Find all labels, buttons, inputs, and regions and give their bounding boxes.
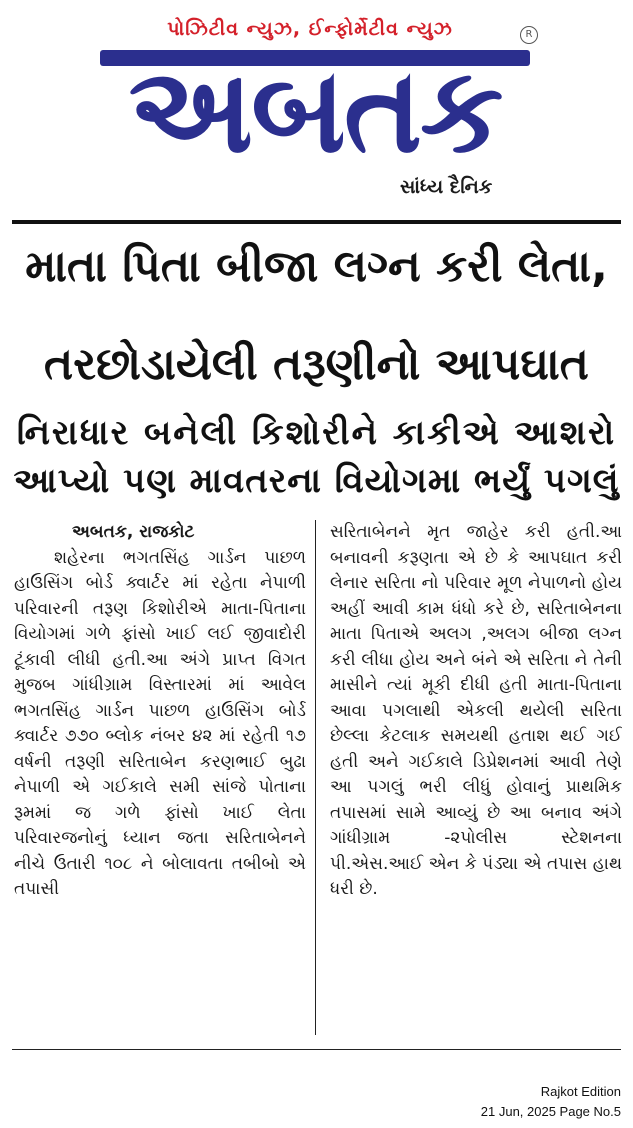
article-body-left: શહેરના ભગતસિંહ ગાર્ડન પાછળ હાઉસિંગ બોર્ડ ક્વાર્ટર માં રહેતા નેપાળી પરિવારની તરૂણ કિશોરીએ માતા-પિતાના વિયોગમાં ગળે ફાંસો ખાઈ લઈ જીવાદોરી ટૂંકાવી લીધી હતી.આ અંગે પ્રાપ્ત વિગત મુજબ ગાંધીગ્રામ વિસ્તારમાં માં આવેલ ભગતસિંહ ગાર્ડન પાછળ હાઉસિંગ બોર્ડ ક્વાર્ટર ૭૭૦ બ્લોક નંબર ૪૨ માં રહેતી ૧૭ વર્ષની તરૂણી સરિતાબેન કરણભાઈ બુઢા નેપાળી એ ગઈકાલે સમી સાંજે પોતાના રૂમમાં જ ગળે ફાંસો ખાઈ લેતા પરિવારજનોનું ધ્યાન જતા સરિતાબેનને નીચે ઉતારી ૧૦૮ ને બોલાવતા તબીબો એ તપાસી (14, 547, 306, 899)
newspaper-logo: અબતક (128, 41, 502, 179)
masthead (0, 0, 633, 215)
article-dateline: અબતક, રાજકોટ (72, 522, 195, 542)
masthead-tagline: પોઝિટીવ ન્યુઝ, ઈન્ફોર્મેટીવ ન્યુઝ (167, 18, 453, 40)
date-page-label: 21 Jun, 2025 Page No.5 (480, 1104, 621, 1119)
subheadline-line-2: આપ્યો પણ માવતરના વિયોગમા ભર્યું પગલું (13, 461, 620, 501)
article-column-right (330, 520, 622, 1040)
headline-line-1: માતા પિતા બીજા લગ્ન કરી લેતા, (25, 241, 608, 292)
headline-line-2: તરછોડાયેલી તરૂણીનો આપઘાત (44, 339, 589, 390)
registered-trademark-icon: R (520, 26, 538, 44)
edition-label: Rajkot Edition (540, 1084, 621, 1099)
article-body-right: સરિતાબેનને મૃત જાહેર કરી હતી.આ બનાવની કરૂણતા એ છે કે આપઘાત કરી લેનાર સરિતા નો પરિવાર મૂળ નેપાળનો હોય અહીં આવી કામ ધંધો કરે છે, સરિતાબેનના માતા પિતાએ અલગ ,અલગ બીજા લગ્ન કરી લીધા હોય અને બંને એ સરિતા ને તેની માસીને ત્યાં મૂકી દીધી હતી માતા-પિતાના આવા પગલાથી એકલી થયેલી સરિતા છેલ્લા કેટલાક સમયથી હતાશ થઈ ગઈ હતી અને ગઈકાલે ડિપ્રેશનમાં આવી તેણે આ પગલું ભરી લીધું હોવાનું પ્રાથમિક તપાસમાં સામે આવ્યું છે આ બનાવ અંગે ગાંધીગ્રામ -૨પોલીસ સ્ટેશનના પી.એસ.આઈ એન કે પંડ્યા એ તપાસ હાથ ધરી છે. (330, 522, 622, 899)
masthead-divider (12, 220, 621, 224)
column-divider (315, 520, 316, 1035)
footer-divider (12, 1049, 621, 1050)
edition-type-label: સાંધ્ય દૈનિક (400, 176, 493, 198)
article-column-left (14, 520, 306, 1040)
subheadline-line-1: નિરાધાર બનેલી કિશોરીને કાકીએ આશરો (16, 413, 617, 453)
